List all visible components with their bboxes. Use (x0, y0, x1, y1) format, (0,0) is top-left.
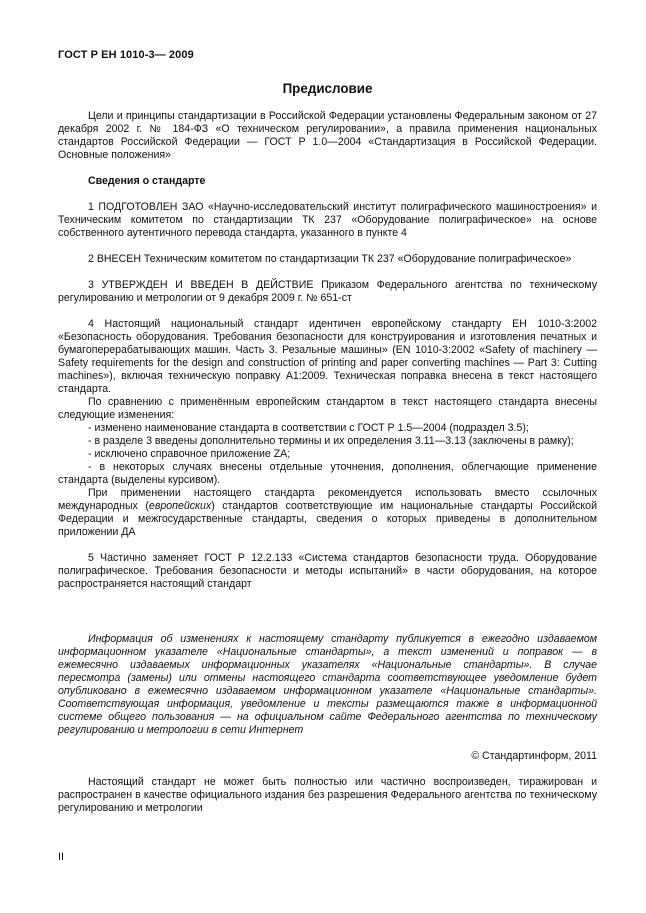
change-list-item: - изменено наименование стандарта в соответствии с ГОСТ Р 1.5—2004 (подраздел 3.5); (88, 422, 529, 434)
item-4-changes-intro: По сравнению с применённым европейским стандартом в текст настоящего стандарта внесены следующие изменения: (58, 396, 597, 421)
change-list-item: - исключено справочное приложение ZA; (88, 448, 291, 460)
info-notice: Информация об изменениях к настоящему стандарту публикуется в ежегодно издаваемом информационном указателе «Национальные стандарты», а текст изменений и поправок — в ежемесячно издаваемых информационных указателях «Национальные стандарты». В случае пересмотра (замены) или отмены настоящего стандарта соответствующее уведомление будет опубликовано в ежемесячно издаваемом информационном указателе «Национальные стандарты». Соответствующая информация, уведомление и тексты размещаются также в информационной системе общего пользования — на официальном сайте Федерального агентства по техническому регулированию и метрологии в сети Интернет (58, 633, 597, 736)
references-text-start: При применении настоящего стандарта рекомендуется использовать вместо ссылочных международных ( (58, 487, 597, 512)
item-4-paragraph: 4 Настоящий национальный стандарт идентичен европейскому стандарту ЕН 1010-3:2002 «Безопасность оборудования. Требования безопасности для конструирования и изготовления печатных и бумагоперерабатывающих машин. Часть 3. Резальные машины» (EN 1010-3:2002 «Safety of machinery — Safety requirements for the design and construction of printing and paper converting machines — Part 3: Cutting machines»), включая техническую поправку А1:2009. Техническая поправка внесена в текст настоящего стандарта. (58, 318, 597, 395)
references-text-end: ) стандартов соответствующие им национальные стандарты Российской Федерации и межгосударственные стандарты, сведения о которых приведены в дополнительном приложении ДА (58, 500, 597, 538)
references-italic-word: европейских (148, 500, 212, 512)
section-heading: Сведения о стандарте (88, 175, 206, 187)
item-1-paragraph: 1 ПОДГОТОВЛЕН ЗАО «Научно-исследовательский институт полиграфического машиностроения» и Техническим комитетом по стандартизации ТК 237 «Оборудование полиграфическое» на основе собственного аутентичного перевода стандарта, указанного в пункте 4 (58, 201, 597, 239)
page-title: Предисловие (282, 81, 373, 96)
change-list-item: - в некоторых случаях внесены отдельные уточнения, дополнения, облегчающие применение стандарта (выделены курсивом). (58, 461, 597, 486)
reproduction-notice: Настоящий стандарт не может быть полностью или частично воспроизведен, тиражирован и распространен в качестве официального издания без разрешения Федерального агентства по техническому регулированию и метрологии (58, 776, 597, 814)
document-code: ГОСТ Р ЕН 1010-3— 2009 (58, 49, 194, 61)
page-number: II (58, 851, 65, 863)
intro-paragraph: Цели и принципы стандартизации в Российской Федерации установлены Федеральным законом от 27 декабря 2002 г. № 184-ФЗ «О техническом регулировании», а правила применения национальных стандартов Российской Федерации — ГОСТ Р 1.0—2004 «Стандартизация в Российской Федерации. Основные положения» (58, 110, 597, 161)
item-3-paragraph: 3 УТВЕРЖДЕН И ВВЕДЕН В ДЕЙСТВИЕ Приказом Федерального агентства по техническому регулированию и метрологии от 9 декабря 2009 г. № 651-ст (58, 279, 597, 304)
content-body (58, 81, 597, 815)
item-2-paragraph: 2 ВНЕСЕН Техническим комитетом по стандартизации ТК 237 «Оборудование полиграфическое» (88, 253, 572, 265)
item-5-paragraph: 5 Частично заменяет ГОСТ Р 12.2.133 «Система стандартов безопасности труда. Оборудование полиграфическое. Требования безопасности и методы испытаний» в части оборудования, на которое распространяется настоящий стандарт (58, 552, 597, 590)
change-list-item: - в разделе 3 введены дополнительно термины и их определения 3.11—3.13 (заключены в рамку); (88, 435, 574, 447)
item-4-references-paragraph (58, 487, 597, 539)
copyright: © Стандартинформ, 2011 (471, 750, 597, 762)
